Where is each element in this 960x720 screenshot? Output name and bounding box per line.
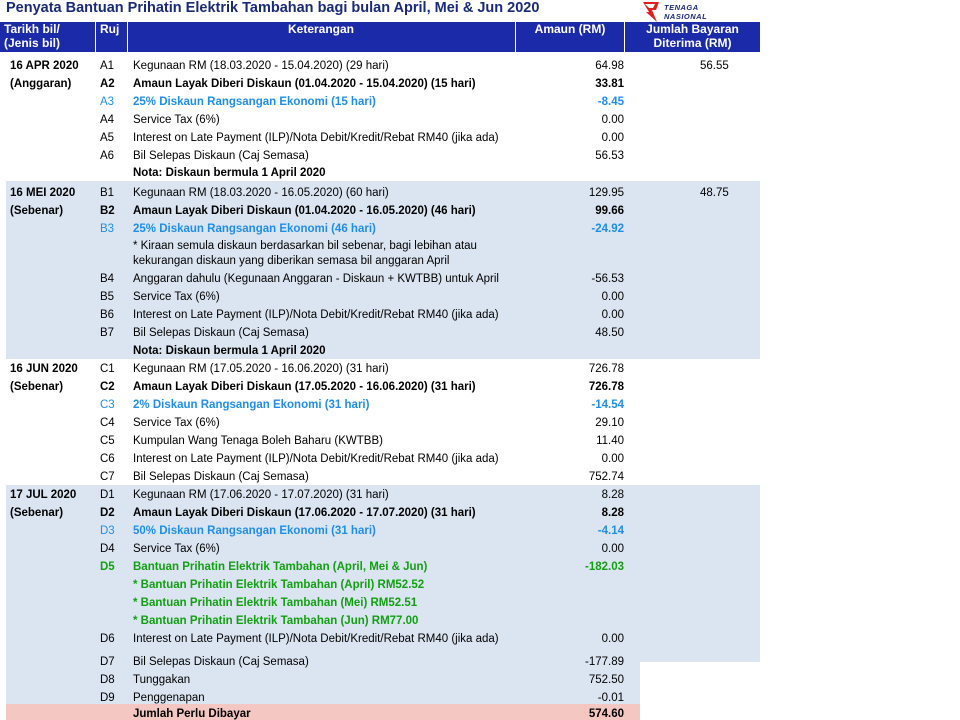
row-amount: -182.03: [584, 561, 624, 573]
row-ref: C1: [100, 363, 115, 375]
row-ref: D7: [100, 656, 115, 668]
paid-april: 56.55: [700, 60, 729, 72]
row-amount: 56.53: [595, 150, 624, 162]
row-desc: Amaun Layak Diberi Diskaun (17.06.2020 - 17.07.2020) (31 hari): [133, 507, 476, 519]
row-amount: 0.00: [601, 291, 624, 303]
note-text: * Bantuan Prihatin Elektrik Tambahan (April) RM52.52: [133, 579, 425, 591]
logo-text-line2: NASIONAL: [664, 12, 708, 21]
row-desc: Amaun Layak Diberi Diskaun (17.05.2020 - 16.06.2020) (31 hari): [133, 381, 476, 393]
row-desc: Interest on Late Payment (ILP)/Nota Debit/Kredit/Rebat RM40 (jika ada): [133, 633, 499, 645]
row-desc: Bantuan Prihatin Elektrik Tambahan (April, Mei & Jun): [133, 561, 428, 573]
row-desc: 25% Diskaun Rangsangan Ekonomi (46 hari): [133, 223, 376, 235]
row-ref: B3: [100, 223, 115, 235]
row-ref: D5: [100, 561, 115, 573]
row-ref: B5: [100, 291, 115, 303]
row-ref: A5: [100, 132, 115, 144]
row-ref: C2: [100, 381, 115, 393]
row-ref: A3: [100, 96, 115, 108]
row-amount: -56.53: [591, 273, 624, 285]
total-amount: 574.60: [588, 708, 624, 720]
header-amount: Amaun (RM): [534, 22, 606, 36]
section-june: [6, 359, 760, 485]
row-ref: D4: [100, 543, 115, 555]
group-date-june: 16 JUN 2020: [10, 363, 78, 375]
row-ref: C7: [100, 471, 115, 483]
row-amount: 752.74: [588, 471, 624, 483]
row-desc: Service Tax (6%): [133, 114, 220, 126]
row-amount: 11.40: [596, 435, 624, 447]
row-desc: Kumpulan Wang Tenaga Boleh Baharu (KWTBB): [133, 435, 383, 447]
row-amount: 48.50: [595, 327, 624, 339]
row-amount: 33.81: [595, 78, 624, 90]
row-ref: D8: [100, 674, 115, 686]
row-ref: A1: [100, 60, 115, 72]
row-desc: Bil Selepas Diskaun (Caj Semasa): [133, 327, 309, 339]
header-paid-line2: Diterima (RM): [653, 36, 732, 50]
row-ref: D2: [100, 507, 115, 519]
row-desc: Service Tax (6%): [133, 417, 220, 429]
group-type-july: (Sebenar): [10, 507, 64, 519]
row-desc: 25% Diskaun Rangsangan Ekonomi (15 hari): [133, 96, 376, 108]
group-date-july: 17 JUL 2020: [10, 489, 77, 501]
row-ref: B7: [100, 327, 115, 339]
row-desc: Anggaran dahulu (Kegunaan Anggaran - Diskaun + KWTBB) untuk April: [133, 273, 499, 285]
row-amount: 29.10: [595, 417, 624, 429]
row-ref: D9: [100, 692, 115, 704]
row-ref: D6: [100, 633, 115, 645]
row-ref: B4: [100, 273, 115, 285]
note-text: kekurangan diskaun yang diberikan semasa bil anggaran April: [133, 255, 450, 267]
row-desc: Tunggakan: [133, 674, 191, 686]
row-amount: 0.00: [601, 114, 624, 126]
group-type-june: (Sebenar): [10, 381, 64, 393]
note-text: Nota: Diskaun bermula 1 April 2020: [133, 167, 326, 179]
row-desc: Bil Selepas Diskaun (Caj Semasa): [133, 471, 309, 483]
header-date-line2: (Jenis bil): [4, 36, 61, 50]
row-desc: Interest on Late Payment (ILP)/Nota Debit/Kredit/Rebat RM40 (jika ada): [133, 132, 499, 144]
group-type-may: (Sebenar): [10, 205, 64, 217]
group-date-may: 16 MEI 2020: [10, 187, 76, 199]
row-amount: 752.50: [588, 674, 624, 686]
row-ref: C6: [100, 453, 115, 465]
row-amount: -4.14: [597, 525, 624, 537]
row-desc: Service Tax (6%): [133, 291, 220, 303]
header-desc: Keterangan: [287, 22, 355, 36]
row-ref: B6: [100, 309, 115, 321]
page-title: Penyata Bantuan Prihatin Elektrik Tambahan bagi bulan April, Mei & Jun 2020: [6, 0, 540, 16]
row-amount: 64.98: [595, 60, 624, 72]
header-date-line1: Tarikh bil/: [4, 22, 60, 36]
row-desc: Kegunaan RM (17.05.2020 - 16.06.2020) (31 hari): [133, 363, 389, 375]
row-amount: 8.28: [601, 489, 624, 501]
row-amount: -8.45: [597, 96, 624, 108]
row-amount: 0.00: [601, 309, 624, 321]
row-amount: -177.89: [584, 656, 624, 668]
row-desc: Amaun Layak Diberi Diskaun (01.04.2020 - 16.05.2020) (46 hari): [133, 205, 476, 217]
row-amount: 0.00: [601, 543, 624, 555]
row-desc: 50% Diskaun Rangsangan Ekonomi (31 hari): [133, 525, 376, 537]
note-text: * Bantuan Prihatin Elektrik Tambahan (Mei) RM52.51: [133, 597, 418, 609]
row-ref: C3: [100, 399, 115, 411]
row-desc: Interest on Late Payment (ILP)/Nota Debit/Kredit/Rebat RM40 (jika ada): [133, 453, 499, 465]
row-desc: Service Tax (6%): [133, 543, 220, 555]
row-desc: Kegunaan RM (18.03.2020 - 15.04.2020) (29 hari): [133, 60, 389, 72]
row-ref: A4: [100, 114, 115, 126]
paid-may: 48.75: [700, 187, 729, 199]
row-desc: Kegunaan RM (18.03.2020 - 16.05.2020) (60 hari): [133, 187, 389, 199]
row-amount: 8.28: [601, 507, 624, 519]
row-desc: Kegunaan RM (17.06.2020 - 17.07.2020) (31 hari): [133, 489, 389, 501]
tnb-logo-icon: [640, 1, 662, 23]
row-amount: 726.78: [588, 381, 624, 393]
header-paid-line1: Jumlah Bayaran: [646, 22, 739, 36]
group-date-april: 16 APR 2020: [10, 60, 79, 72]
row-desc: Interest on Late Payment (ILP)/Nota Debit/Kredit/Rebat RM40 (jika ada): [133, 309, 499, 321]
group-type-april: (Anggaran): [10, 78, 72, 90]
row-ref: B1: [100, 187, 115, 199]
row-amount: -14.54: [591, 399, 624, 411]
row-desc: Bil Selepas Diskaun (Caj Semasa): [133, 150, 309, 162]
note-text: * Kiraan semula diskaun berdasarkan bil sebenar, bagi lebihan atau: [133, 240, 477, 252]
row-ref: C4: [100, 417, 115, 429]
row-ref: B2: [100, 205, 115, 217]
note-text: * Bantuan Prihatin Elektrik Tambahan (Jun) RM77.00: [133, 615, 419, 627]
logo-text-line1: TENAGA: [664, 3, 699, 12]
total-row-band: [6, 704, 640, 720]
note-text: Nota: Diskaun bermula 1 April 2020: [133, 345, 326, 357]
row-amount: 726.78: [588, 363, 624, 375]
row-desc: Amaun Layak Diberi Diskaun (01.04.2020 - 15.04.2020) (15 hari): [133, 78, 476, 90]
row-amount: 0.00: [601, 453, 624, 465]
tnb-logo: [640, 1, 720, 23]
row-desc: Bil Selepas Diskaun (Caj Semasa): [133, 656, 309, 668]
row-desc: Penggenapan: [133, 692, 205, 704]
header-ref: Ruj: [100, 22, 120, 36]
row-desc: 2% Diskaun Rangsangan Ekonomi (31 hari): [133, 399, 370, 411]
row-ref: C5: [100, 435, 115, 447]
header-paid: [625, 22, 760, 52]
row-amount: 129.95: [588, 187, 624, 199]
total-label: Jumlah Perlu Dibayar: [133, 708, 251, 720]
row-amount: 0.00: [601, 132, 624, 144]
row-ref: A2: [100, 78, 115, 90]
header-date: [4, 22, 94, 52]
header-divider: [95, 22, 96, 52]
row-ref: A6: [100, 150, 115, 162]
row-amount: 99.66: [595, 205, 624, 217]
row-ref: D3: [100, 525, 115, 537]
row-ref: D1: [100, 489, 115, 501]
row-amount: -24.92: [591, 223, 624, 235]
row-amount: 0.00: [601, 633, 624, 645]
row-amount: -0.01: [597, 692, 624, 704]
